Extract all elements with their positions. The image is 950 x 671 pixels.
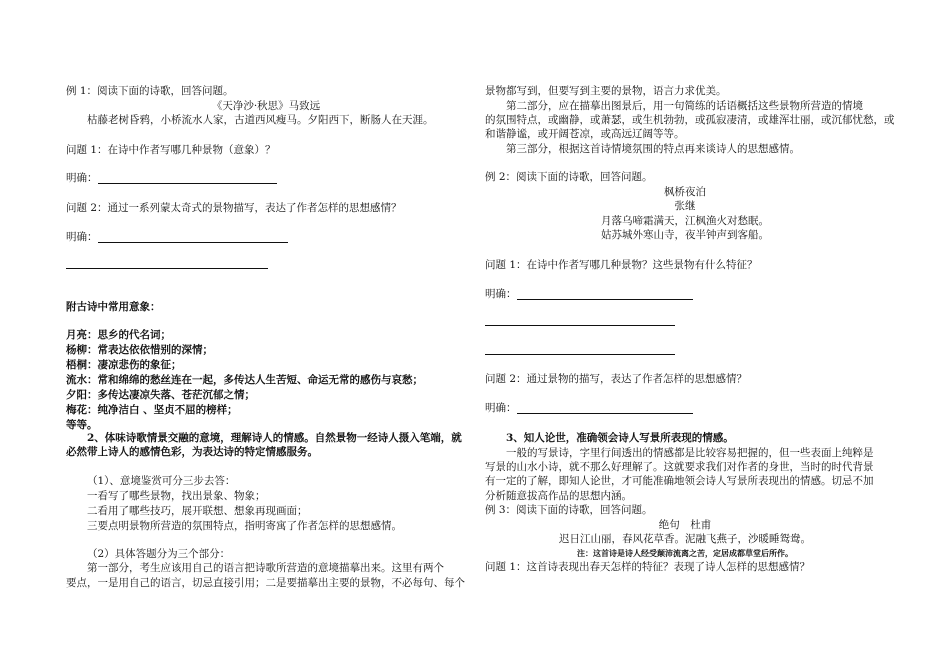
example1-poem-text: 枯藤老树昏鸦，小桥流水人家，古道西风瘦马。夕阳西下，断肠人在天涯。 xyxy=(87,114,434,126)
imagery-item: 月亮：思乡的代名词； xyxy=(66,329,171,341)
part2-text-end: 和谐静谧，或开阔苍凉，或高远辽阔等等。 xyxy=(485,128,685,140)
part1-text: 第一部分，考生应该用自己的语言把诗歌所营造的意境描摹出来。这里有两个 xyxy=(87,562,444,574)
example2-poem-line: 月落乌啼霜满天，江枫渔火对愁眠。 xyxy=(601,215,769,227)
example2-poem-title: 枫桥夜泊 xyxy=(664,186,706,198)
example3-poem-text: 迟日江山丽，春风花草香。泥融飞燕子，沙暖睡鸳鸯。 xyxy=(559,533,811,545)
part1-text-cont: 要点，一是用自己的语言，切忌直接引用；二是要描摹出主要的景物，不必每句、每个 xyxy=(66,577,465,589)
part3-text: 第三部分，根据这首诗情境氛围的特点再来谈诗人的思想感情。 xyxy=(506,143,800,155)
section3-text-cont: 有一定的了解，即知人论世，才可能准确地领会诗人写景所表现出的情感。切忌不加 xyxy=(485,475,874,487)
part2-text-cont: 的氛围特点，或幽静，或萧瑟，或生机勃勃，或孤寂凄清，或雄浑壮丽，或沉郁忧愁，或 xyxy=(485,114,895,126)
answer2-blank-line xyxy=(98,242,288,243)
section3-heading: 3、知人论世，准确领会诗人写景所表现的情感。 xyxy=(506,432,734,444)
section3-text: 一般的写景诗，字里行间透出的情感都是比较容易把握的，但一些表面上纯粹是 xyxy=(506,447,874,459)
steps-title: （1）、意境鉴赏可分三步去答： xyxy=(87,475,236,487)
example1-question2: 问题 2：通过一系列蒙太奇式的景物描写，表达了作者怎样的思想感情？ xyxy=(66,202,402,214)
imagery-item: 杨柳：常表达依依惜别的深情； xyxy=(66,344,213,356)
example3-intro: 例 3：阅读下面的诗歌，回答问题。 xyxy=(485,504,653,516)
step-item: 三要点明景物所营造的氛围特点，指明寄寓了作者怎样的思想感情。 xyxy=(87,520,402,532)
example1-poem-title: 《天净沙·秋思》马致远 xyxy=(211,100,321,112)
section2-heading-cont: 必然带上诗人的感情色彩，为表达诗的特定情感服务。 xyxy=(66,446,318,458)
part1-text-end: 景物都写到，但要写到主要的景物，语言力求优美。 xyxy=(485,85,727,97)
example1-answer2-label: 明确： xyxy=(66,231,98,243)
example3-question1: 问题 1：这首诗表现出春天怎样的特征？表现了诗人怎样的思想感情？ xyxy=(485,561,811,573)
example2-poem-line: 姑苏城外寒山寺，夜半钟声到客船。 xyxy=(601,229,769,241)
step-item: 二看用了哪些技巧，展开联想、想象再现画面； xyxy=(87,505,308,517)
example2-poem-author: 张继 xyxy=(674,200,696,212)
part2-text: 第二部分，应在描摹出图景后，用一句简练的话语概括这些景物所营造的情境 xyxy=(506,100,863,112)
example2-answer1-label: 明确： xyxy=(485,288,517,300)
ex2-answer1-blank-line-3 xyxy=(485,354,675,355)
example3-note: 注：这首诗是诗人经受颠沛流离之苦，定居成都草堂后所作。 xyxy=(577,548,793,558)
imagery-item: 流水：常和绵绵的愁丝连在一起，多传达人生苦短、命运无常的感伤与哀愁； xyxy=(66,374,423,386)
example2-answer2-label: 明确： xyxy=(485,402,517,414)
example2-intro: 例 2：阅读下面的诗歌，回答问题。 xyxy=(485,171,653,183)
ex2-answer1-blank-line xyxy=(517,299,693,300)
example1-answer1-label: 明确： xyxy=(66,172,98,184)
example3-poem-title: 绝句 杜甫 xyxy=(658,519,712,531)
ex2-answer1-blank-line-2 xyxy=(485,325,675,326)
step-item: 一看写了哪些景物，找出景象、物象； xyxy=(87,490,266,502)
imagery-item: 夕阳：多传达凄凉失落、苍茫沉郁之情； xyxy=(66,389,255,401)
answer1-blank-line xyxy=(98,183,277,184)
answer2-blank-line-2 xyxy=(66,268,268,269)
example1-intro: 例 1：阅读下面的诗歌，回答问题。 xyxy=(66,85,234,97)
example2-question1: 问题 1：在诗中作者写哪几种景物？这些景物有什么特征？ xyxy=(485,259,758,271)
section2-heading: 2、体味诗歌情景交融的意境，理解诗人的情感。自然景物一经诗人摄入笔端，就 xyxy=(87,432,462,444)
imagery-item: 等等。 xyxy=(66,419,98,431)
ex2-answer2-blank-line xyxy=(517,413,693,414)
imagery-item: 梅花：纯净洁白 、坚贞不屈的榜样； xyxy=(66,404,238,416)
imagery-section-title: 附古诗中常用意象： xyxy=(66,301,161,313)
imagery-item: 梧桐：凄凉悲伤的象征； xyxy=(66,359,182,371)
example1-question1: 问题 1：在诗中作者写哪几种景物（意象）？ xyxy=(66,144,276,156)
section3-text-end: 分析随意拔高作品的思想内涵。 xyxy=(485,490,632,502)
section3-text-cont: 写景的山水小诗，就不那么好理解了。这就要求我们对作者的身世，当时的时代背景 xyxy=(485,461,874,473)
answer-parts-title: （2）具体答题分为三个部分： xyxy=(87,548,231,560)
example2-question2: 问题 2：通过景物的描写，表达了作者怎样的思想感情？ xyxy=(485,373,748,385)
